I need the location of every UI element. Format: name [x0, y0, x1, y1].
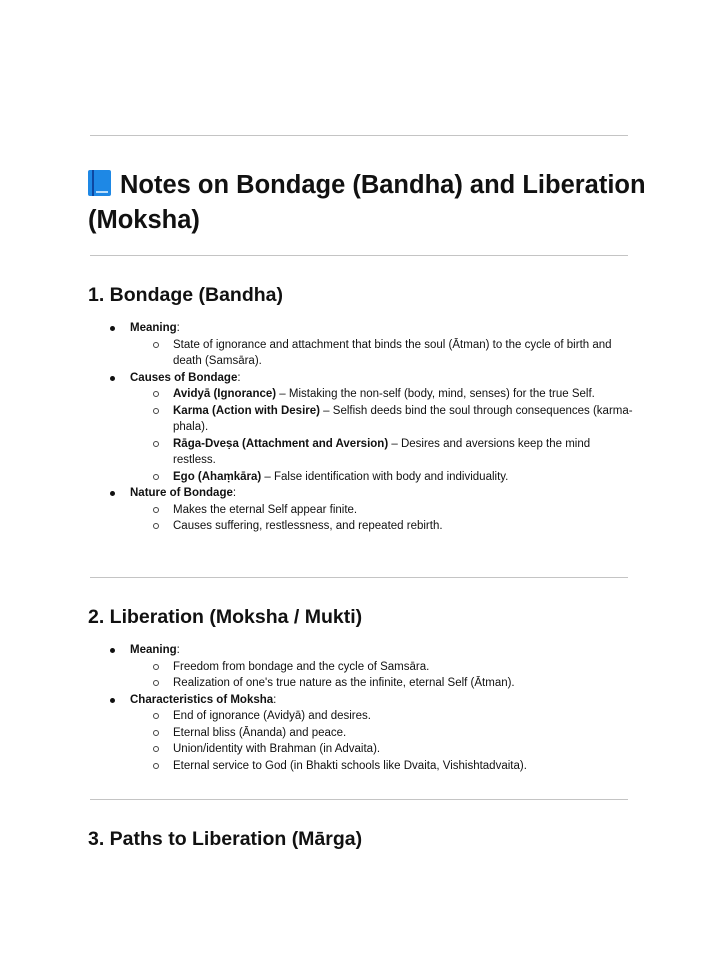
- sub-list: [130, 502, 633, 535]
- sub-list-item: [130, 469, 633, 486]
- term: Karma (Action with Desire): [173, 404, 320, 417]
- list-item: Causes of Bondage: Avidyā (Ignorance) – Mistaking the non-self (body, mind, senses) for the true Self. Karma (Action with Desire) – Selfish deeds bind the soul through consequences (karma-phala). Rāga-Dveṣa (Attachment and Aversion) – Desires and aversions keep the mind restless. Ego (Ahaṃkāra) – False identification with body and individuality.: [88, 370, 633, 486]
- term-description: – Mistaking the non-self (body, mind, senses) for the true Self.: [276, 388, 595, 400]
- term: Avidyā (Ignorance): [173, 388, 277, 400]
- sub-list: [130, 708, 633, 774]
- sub-list-item: [130, 386, 633, 403]
- term: Ego (Ahaṃkāra): [173, 470, 262, 483]
- sub-list-item: Eternal service to God (in Bhakti schools like Dvaita, Vishishtadvaita).: [130, 758, 633, 775]
- bullet-label: Meaning: [130, 322, 177, 334]
- divider: [90, 135, 628, 136]
- term: Rāga-Dveṣa (Attachment and Aversion): [173, 437, 389, 450]
- divider: [90, 799, 628, 800]
- bullet-label: Causes of Bondage: [130, 371, 238, 384]
- list-item: Meaning: State of ignorance and attachment that binds the soul (Ātman) to the cycle of birth and death (Samsāra).: [88, 320, 633, 370]
- sub-list-item: Union/identity with Brahman (in Advaita).: [130, 741, 633, 758]
- section-heading-bondage: 1. Bondage (Bandha): [88, 284, 284, 306]
- sub-list: [130, 386, 633, 485]
- term-description: – False identification with body and individuality.: [261, 470, 509, 483]
- sub-list-item: Causes suffering, restlessness, and repeated rebirth.: [130, 518, 633, 535]
- sub-list-item: Freedom from bondage and the cycle of Samsāra.: [130, 659, 633, 676]
- sub-list: [130, 337, 633, 370]
- bullet-label: Characteristics of Moksha: [130, 693, 274, 706]
- sub-list: [130, 659, 633, 692]
- list-item: Meaning: Freedom from bondage and the cycle of Samsāra. Realization of one's true nature as the infinite, eternal Self (Ātman).: [88, 642, 633, 692]
- sub-list-item: [130, 403, 633, 436]
- list-item: Characteristics of Moksha: End of ignorance (Avidyā) and desires. Eternal bliss (Ānanda) and peace. Union/identity with Brahman (in Advaita). Eternal service to God (in Bhakti schools like Dvaita, Vishishtadvaita).: [88, 692, 633, 775]
- sub-list-item: [130, 436, 633, 469]
- sub-list-item: End of ignorance (Avidyā) and desires.: [130, 708, 633, 725]
- sub-list-item: State of ignorance and attachment that binds the soul (Ātman) to the cycle of birth and death (Samsāra).: [130, 337, 633, 370]
- bullet-label: Nature of Bondage: [130, 487, 233, 499]
- liberation-list: [88, 642, 633, 774]
- section-heading-paths: 3. Paths to Liberation (Mārga): [88, 828, 363, 850]
- sub-list-item: Realization of one's true nature as the infinite, eternal Self (Ātman).: [130, 675, 633, 692]
- bullet-label: Meaning: [130, 644, 177, 656]
- sub-list-item: Makes the eternal Self appear finite.: [130, 502, 633, 519]
- list-item: Nature of Bondage: Makes the eternal Self appear finite. Causes suffering, restlessness, and repeated rebirth.: [88, 485, 633, 535]
- page-title-text: Notes on Bondage (Bandha) and Liberation (Moksha): [88, 171, 646, 234]
- divider: [90, 255, 628, 256]
- page-title: [88, 168, 648, 238]
- sub-list-item: Eternal bliss (Ānanda) and peace.: [130, 725, 633, 742]
- term-description: – Selfish deeds bind the soul through consequences (karma-phala).: [173, 404, 633, 433]
- blue-book-icon: [88, 170, 111, 196]
- bondage-list: [88, 320, 633, 535]
- divider: [90, 577, 628, 578]
- section-heading-liberation: 2. Liberation (Moksha / Mukti): [88, 606, 363, 628]
- term-description: – Desires and aversions keep the mind restless.: [173, 437, 591, 466]
